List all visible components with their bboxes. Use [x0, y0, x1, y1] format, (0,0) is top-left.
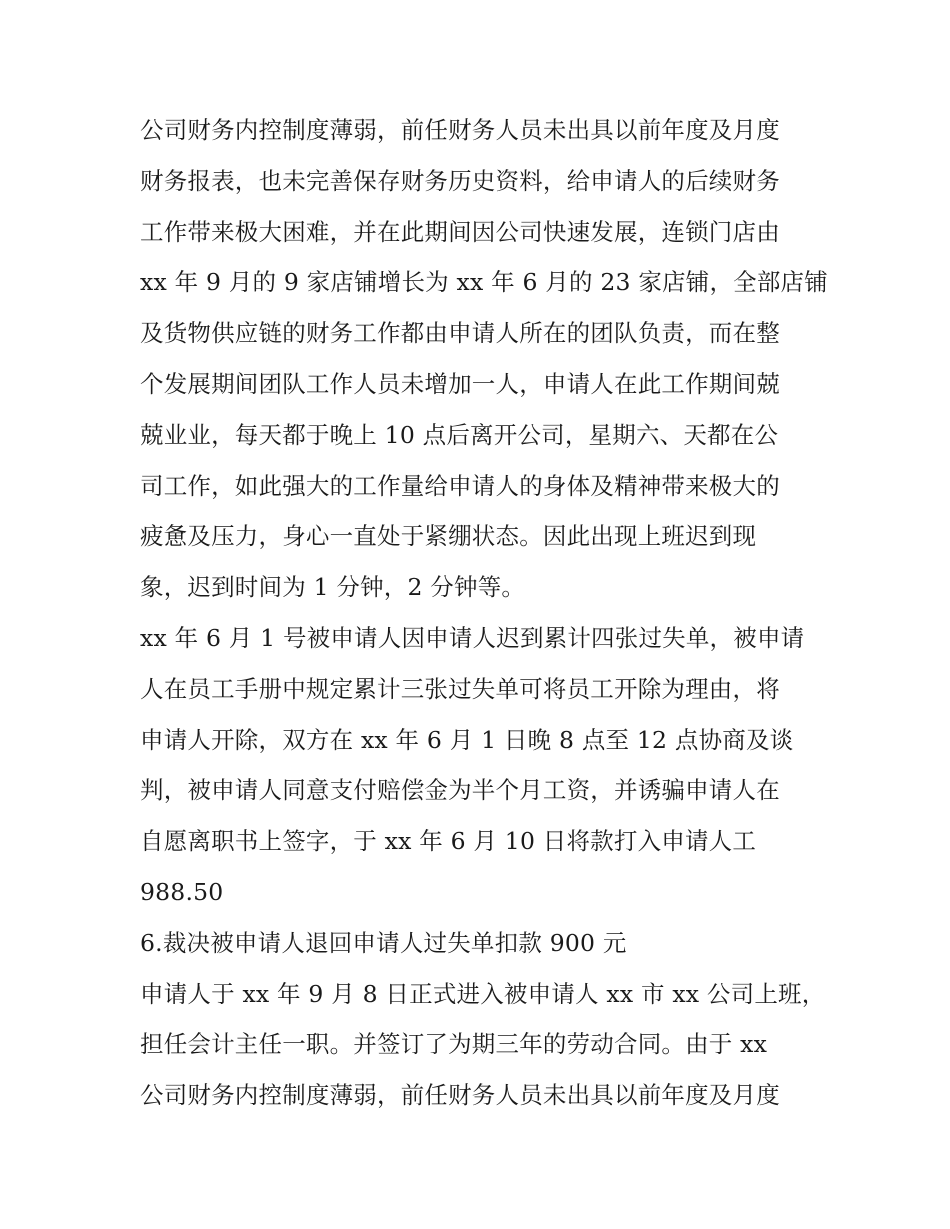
text-line: xx 年 6 月 1 号被申请人因申请人迟到累计四张过失单，被申请 — [140, 623, 805, 652]
text-line: 判，被申请人同意支付赔偿金为半个月工资，并诱骗申请人在 — [140, 776, 780, 805]
text-line: 及货物供应链的财务工作都由申请人所在的团队负责，而在整 — [140, 319, 780, 348]
text-line: 自愿离职书上签字，于 xx 年 6 月 10 日将款打入申请人工 — [140, 827, 757, 856]
text-line: 司工作，如此强大的工作量给申请人的身体及精神带来极大的 — [140, 471, 780, 500]
text-line: 988.50 — [140, 877, 224, 906]
text-line: 象，迟到时间为 1 分钟，2 分钟等。 — [140, 573, 526, 602]
text-line: 申请人于 xx 年 9 月 8 日正式进入被申请人 xx 市 xx 公司上班， — [140, 979, 826, 1008]
text-line: 公司财务内控制度薄弱，前任财务人员未出具以前年度及月度 — [140, 116, 780, 144]
text-line: 人在员工手册中规定累计三张过失单可将员工开除为理由，将 — [140, 674, 780, 703]
text-line: 公司财务内控制度薄弱，前任财务人员未出具以前年度及月度 — [140, 1081, 780, 1110]
text-line: 财务报表，也未完善保存财务历史资料，给申请人的后续财务 — [140, 166, 780, 195]
text-line: 申请人开除，双方在 xx 年 6 月 1 日晚 8 点至 12 点协商及谈 — [140, 725, 794, 754]
text-line: 兢业业，每天都于晚上 10 点后离开公司，星期六、天都在公 — [140, 420, 779, 449]
text-line: 疲惫及压力，身心一直处于紧绷状态。因此出现上班迟到现 — [140, 522, 757, 551]
document-body — [140, 105, 828, 1121]
text-line: 工作带来极大困难，并在此期间因公司快速发展，连锁门店由 — [140, 217, 780, 246]
text-line: 个发展期间团队工作人员未增加一人，申请人在此工作期间兢 — [140, 369, 780, 398]
text-line: xx 年 9 月的 9 家店铺增长为 xx 年 6 月的 23 家店铺，全部店铺 — [140, 268, 828, 297]
text-line: 担任会计主任一职。并签订了为期三年的劳动合同。由于 xx — [140, 1030, 768, 1059]
section-heading: 6.裁决被申请人退回申请人过失单扣款 900 元 — [140, 928, 627, 957]
